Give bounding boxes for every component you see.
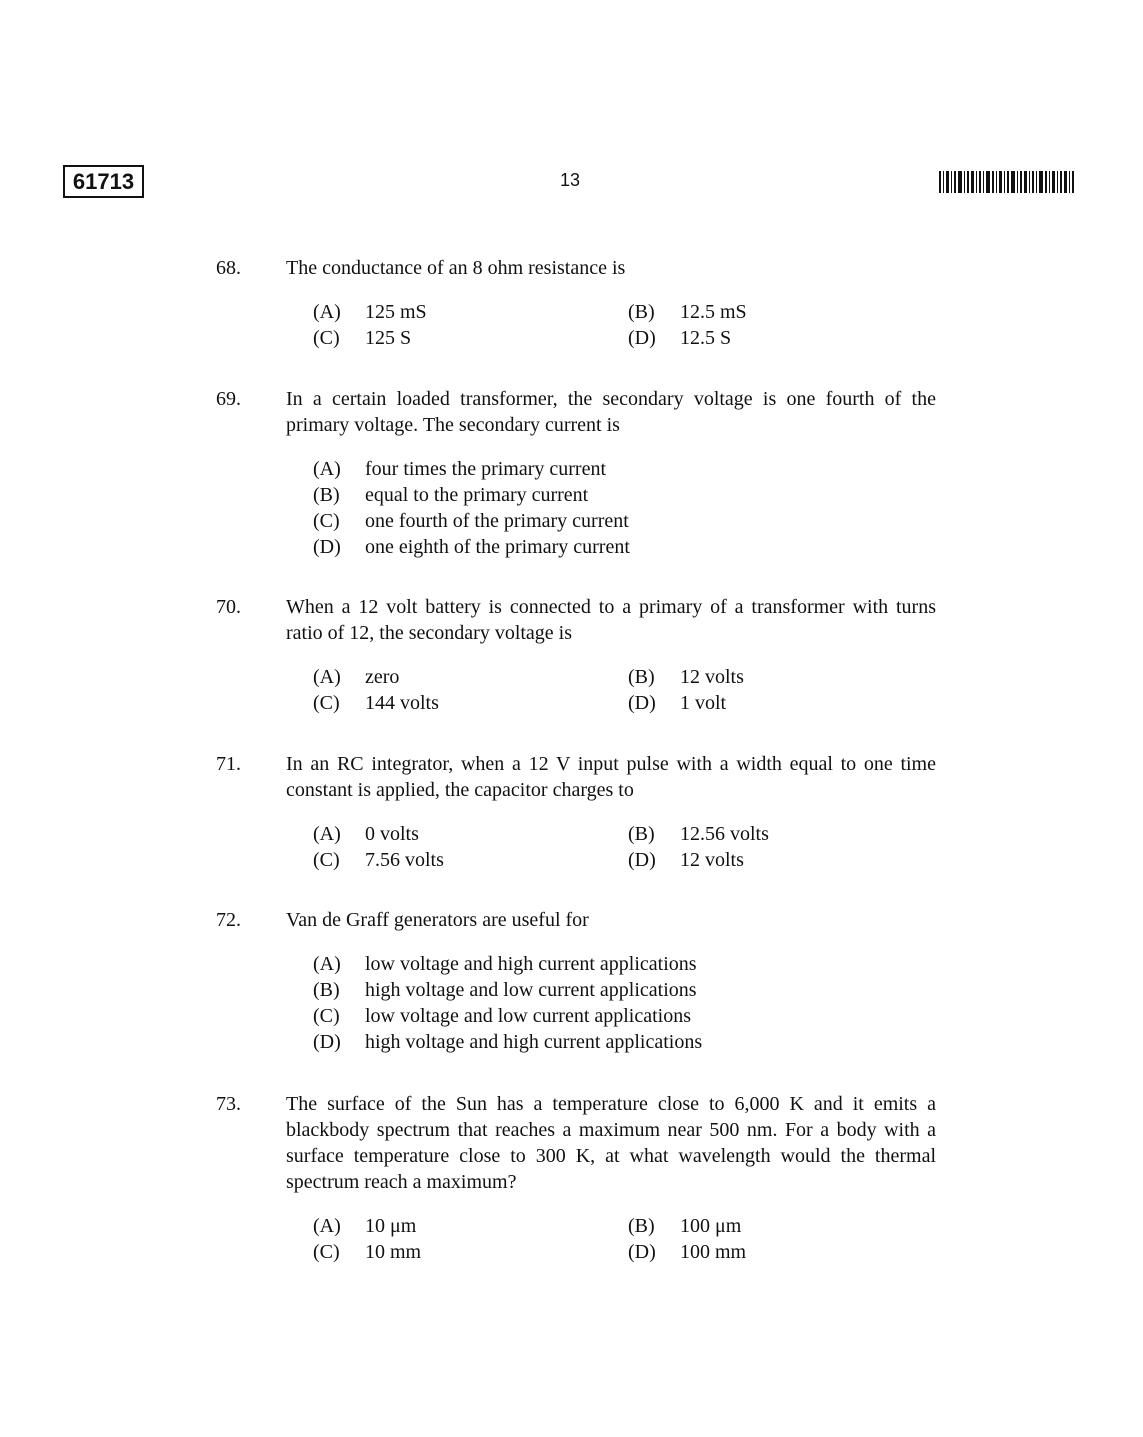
question-text: In an RC integrator, when a 12 V input pulse with a width equal to one time constant is applied, the capacitor charges to — [286, 753, 936, 801]
options — [313, 299, 956, 351]
option-label: (C) — [313, 849, 340, 871]
option-b — [628, 664, 943, 690]
option-c — [313, 690, 628, 716]
option-text: equal to the primary current — [365, 484, 589, 506]
question-text: The surface of the Sun has a temperature close to 6,000 K and it emits a blackbody spectrum that reaches a maximum near 500 nm. For a body with a surface temperature close to 300 K, at what wavelength would the thermal spectrum reach a maximum? — [286, 1093, 936, 1193]
option-label: (D) — [628, 692, 656, 714]
option-label: (B) — [313, 979, 340, 1001]
option-label: (A) — [313, 666, 341, 688]
option-text: 1 volt — [680, 692, 727, 714]
question-number: 73. — [216, 1093, 241, 1115]
option-text: low voltage and low current applications — [365, 1005, 692, 1027]
option-text: 10 μm — [365, 1215, 417, 1237]
option-text: 144 volts — [365, 692, 439, 714]
option-b — [313, 482, 913, 508]
options — [313, 1213, 956, 1265]
option-d — [628, 847, 943, 873]
option-label: (B) — [313, 484, 340, 506]
option-label: (D) — [313, 536, 341, 558]
option-c — [313, 325, 628, 351]
question-70 — [216, 594, 956, 716]
option-text: high voltage and high current applications — [365, 1031, 703, 1053]
option-label: (A) — [313, 301, 341, 323]
options — [313, 664, 956, 716]
question-68 — [216, 255, 956, 351]
option-text: 12 volts — [680, 666, 744, 688]
option-d — [628, 1239, 943, 1265]
option-label: (D) — [313, 1031, 341, 1053]
option-a — [313, 1213, 628, 1239]
option-label: (B) — [628, 666, 655, 688]
options — [313, 951, 956, 1055]
option-label: (C) — [313, 327, 340, 349]
option-d — [313, 534, 913, 560]
question-number: 72. — [216, 909, 241, 931]
option-label: (C) — [313, 1241, 340, 1263]
option-text: 12 volts — [680, 849, 744, 871]
option-text: 7.56 volts — [365, 849, 444, 871]
option-label: (B) — [628, 823, 655, 845]
option-label: (D) — [628, 849, 656, 871]
option-c — [313, 1239, 628, 1265]
option-b — [628, 821, 943, 847]
option-a — [313, 299, 628, 325]
option-text: high voltage and low current applications — [365, 979, 697, 1001]
option-c — [313, 1003, 913, 1029]
question-69 — [216, 386, 956, 560]
question-number: 71. — [216, 753, 241, 775]
option-text: 12.56 volts — [680, 823, 769, 845]
option-c — [313, 847, 628, 873]
option-text: 10 mm — [365, 1241, 422, 1263]
option-label: (B) — [628, 1215, 655, 1237]
option-a — [313, 456, 913, 482]
option-text: 0 volts — [365, 823, 419, 845]
options — [313, 821, 956, 873]
option-d — [628, 690, 943, 716]
option-a — [313, 951, 913, 977]
option-b — [628, 1213, 943, 1239]
option-text: low voltage and high current applications — [365, 953, 697, 975]
question-text: Van de Graff generators are useful for — [286, 909, 589, 931]
option-label: (C) — [313, 1005, 340, 1027]
option-a — [313, 821, 628, 847]
option-label: (D) — [628, 1241, 656, 1263]
question-71 — [216, 751, 956, 873]
option-text: four times the primary current — [365, 458, 607, 480]
question-number: 69. — [216, 388, 241, 410]
option-label: (A) — [313, 823, 341, 845]
option-text: 100 mm — [680, 1241, 747, 1263]
paper-code: 61713 — [63, 165, 144, 198]
page-number: 13 — [559, 170, 581, 190]
option-b — [313, 977, 913, 1003]
option-text: 100 μm — [680, 1215, 742, 1237]
option-a — [313, 664, 628, 690]
option-label: (D) — [628, 327, 656, 349]
option-text: one fourth of the primary current — [365, 510, 629, 532]
option-c — [313, 508, 913, 534]
question-text: When a 12 volt battery is connected to a primary of a transformer with turns ratio of 12, the secondary voltage is — [286, 596, 936, 644]
option-text: 12.5 S — [680, 327, 732, 349]
option-text: 12.5 mS — [680, 301, 747, 323]
barcode-icon — [939, 171, 1074, 193]
option-label: (A) — [313, 1215, 341, 1237]
option-text: 125 S — [365, 327, 412, 349]
question-73 — [216, 1091, 956, 1265]
option-text: one eighth of the primary current — [365, 536, 630, 558]
question-text: In a certain loaded transformer, the secondary voltage is one fourth of the primary voltage. The secondary current is — [286, 388, 936, 436]
question-number: 70. — [216, 596, 241, 618]
option-text: 125 mS — [365, 301, 427, 323]
option-text: zero — [365, 666, 400, 688]
options — [313, 456, 956, 560]
option-label: (A) — [313, 953, 341, 975]
question-text: The conductance of an 8 ohm resistance is — [286, 257, 626, 279]
option-label: (C) — [313, 510, 340, 532]
question-72 — [216, 907, 956, 1055]
option-label: (B) — [628, 301, 655, 323]
option-d — [313, 1029, 913, 1055]
question-number: 68. — [216, 257, 241, 279]
option-label: (A) — [313, 458, 341, 480]
option-b — [628, 299, 943, 325]
option-label: (C) — [313, 692, 340, 714]
option-d — [628, 325, 943, 351]
